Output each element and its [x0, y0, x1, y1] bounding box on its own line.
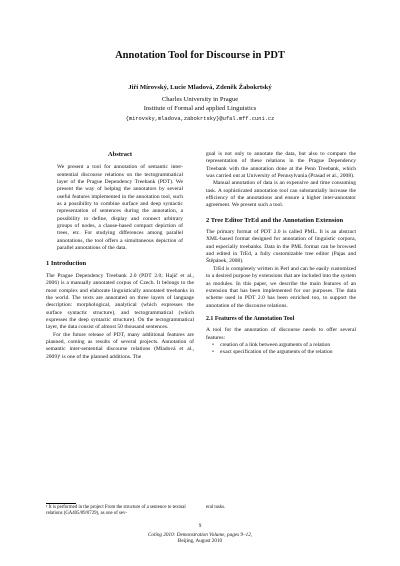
section-2-paragraph-1: The primary format of PDT 2.0 is called PML. It is an abstract XML-based format designed for annotation of linguistic corpora, and especially treebanks. Data in the PML format can be browsed and edited in TrEd, a fully customizable tree editor (Pajas and Štěpánek, 2008).: [206, 229, 356, 265]
section-1-heading: 1 Introduction: [46, 260, 87, 268]
footnote-continuation: eral tasks.: [206, 505, 226, 510]
venue-line: Coling 2010: Demonstration Volume, pages 9–12, Beijing, August 2010: [147, 532, 253, 545]
paper-title: Annotation Tool for Discourse in PDT: [115, 50, 285, 61]
affiliation: [0, 95, 400, 113]
footnote-rule: [46, 503, 76, 504]
intro-paragraph-1: The Prague Dependency Treebank 2.0 (PDT 2.0; Hajič et al., 2006) is a manually annotated corpus of Czech. It belongs to the most complex and elaborate linguistically annotated treebanks in the world. The texts are annotated on three layers of language description: morphological, analytical (which expresses the surface syntactic structure), and tectogrammatical (which expresses the deep syntactic structure). On the tectogrammatical layer, the data consist of almost 50 thousand sentences.: [46, 272, 194, 331]
affiliation-institute: Institute of Formal and applied Linguistics: [143, 105, 257, 112]
page-number: 9: [198, 523, 202, 529]
list-item: • creation of a link between arguments of a relation: [212, 341, 331, 348]
intro-paragraph-3: Manual annotation of data is an expensive and time consuming task. A sophisticated annotation tool can substantially increase the efficiency of the annotations and ensure a higher inter-annotator agreement. We present such a tool.: [206, 180, 356, 209]
right-column: [206, 151, 356, 357]
list-item: • exact specification of the arguments of the relation: [212, 349, 333, 356]
section-2-1-intro: A tool for the annotation of discourse needs to offer several features:: [206, 327, 356, 341]
left-column: [46, 151, 194, 361]
author-list: Jiří Mírovský, Lucie Mladová, Zdeněk Žabokrtský: [128, 84, 272, 91]
bullet-icon: •: [212, 349, 214, 356]
bullet-icon: •: [212, 341, 214, 348]
affiliation-university: Charles University in Prague: [161, 96, 239, 103]
intro-continuation: goal is not only to annotate the data, but also to compare the representation of these relations in the Prague Dependency Treebank with the annotation done at the Penn Treebank, which was carried out at University of Pennsylvania (Prasad et al., 2008).: [206, 151, 356, 180]
abstract-text: We present a tool for annotation of semantic inter-sentential discourse relations on the tectogrammatical layer of the Prague Dependency Treebank (PDT). We present the way of helping the annotators by several useful features implemented in the annotation tool, such as a possibility to combine surface and deep syntactic representation of sentences during the annotation, a possibility to define, display and connect arbitrary groups of nodes, a clause-based compact depiction of trees, etc. For studying differences among parallel annotations, the tool offers a simultaneous depiction of parallel annotations of the data.: [57, 164, 183, 252]
intro-paragraph-2: For the future release of PDT, many additional features are planned, coming as results of several projects. Annotation of semantic inter-sentential discourse relations (Mladová et al., 2009)¹ is one of the planned additions. The: [46, 331, 194, 360]
footnote: ¹ It is performed in the project From the structure of a sentence to textual relations (GA405/09/0729), as one of sev-: [46, 505, 186, 517]
section-2-paragraph-2: TrEd is completely written in Perl and can be easily customized to a desired purpose by extensions that are included into the system as modules. In this paper, we describe the main features of an extension that has been implemented for our purposes. The data scheme used in PDT 2.0 has been enriched too, to support the annotation of the discourse relations.: [206, 265, 356, 309]
feature-list: [206, 342, 356, 357]
author-emails: {mirovsky,mladova,zabokrtsky}@ufal.mff.cuni.cz: [125, 116, 275, 122]
section-2-heading: 2 Tree Editor TrEd and the Annotation Extension: [206, 216, 344, 224]
section-2-1-heading: 2.1 Features of the Annotation Tool: [206, 315, 295, 322]
abstract-heading: Abstract: [107, 151, 133, 158]
